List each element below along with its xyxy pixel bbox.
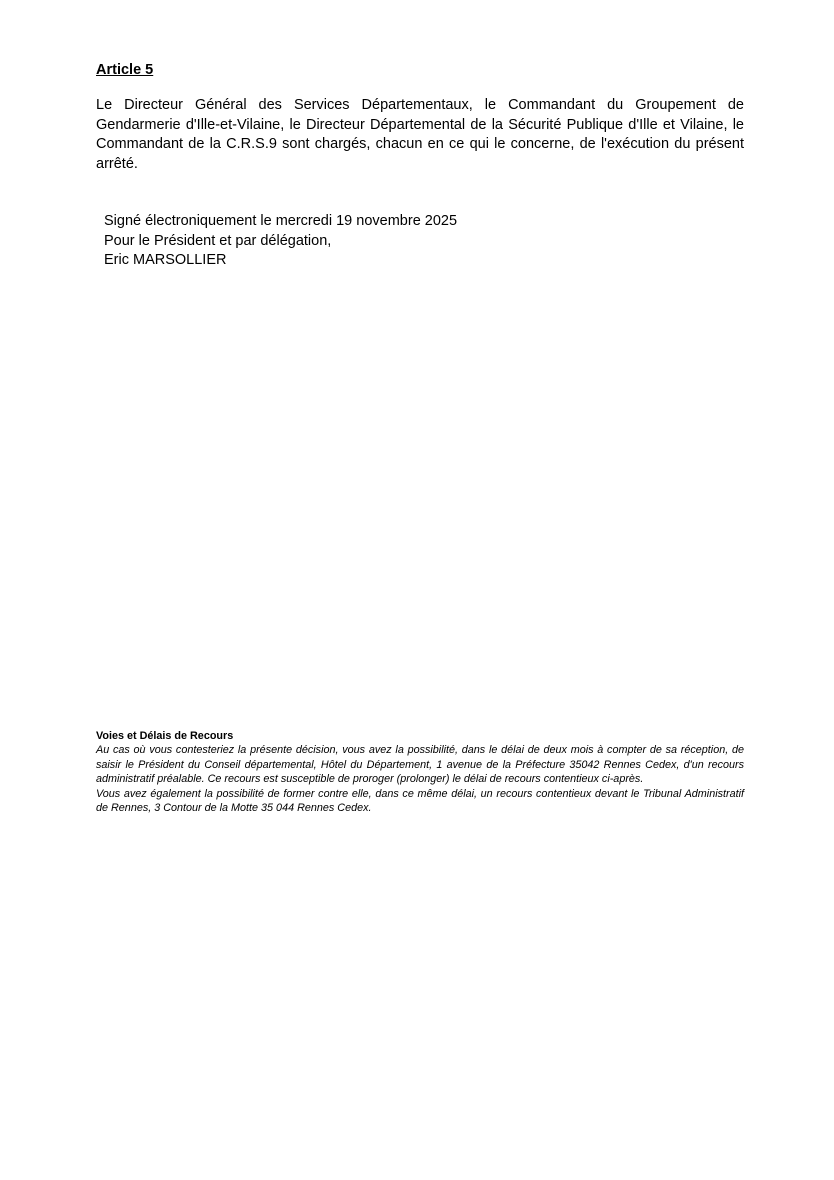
signature-block: [104, 212, 457, 271]
recours-title: Voies et Délais de Recours: [96, 730, 234, 742]
recours-paragraph-2: Vous avez également la possibilité de former contre elle, dans ce même délai, un recours contentieux devant le Tribunal Administratif de Rennes, 3 Contour de la Motte 35 044 Rennes Cedex.: [96, 787, 744, 815]
article-body: Le Directeur Général des Services Départementaux, le Commandant du Groupement de Gendarmerie d'Ille-et-Vilaine, le Directeur Départemental de la Sécurité Publique d'Ille et Vilaine, le Commandant de la C.R.S.9 sont chargés, chacun en ce qui le concerne, de l'exécution du présent arrêté.: [96, 97, 744, 172]
recours-paragraph-1: Au cas où vous contesteriez la présente décision, vous avez la possibilité, dans le délai de deux mois à compter de sa réception, de saisir le Président du Conseil départemental, Hôtel du Département, 1 avenue de la Préfecture 35042 Rennes Cedex, d'un recours administratif préalable. Ce recours est susceptible de proroger (prolonger) le délai de recours contentieux ci-après.: [96, 744, 744, 786]
signatory-name: Eric MARSOLLIER: [104, 252, 227, 268]
signature-date: Signé électroniquement le mercredi 19 novembre 2025: [104, 213, 458, 229]
recours-section: [96, 729, 744, 815]
article-title: Article 5: [96, 62, 154, 78]
signature-delegation: Pour le Président et par délégation,: [104, 232, 332, 249]
